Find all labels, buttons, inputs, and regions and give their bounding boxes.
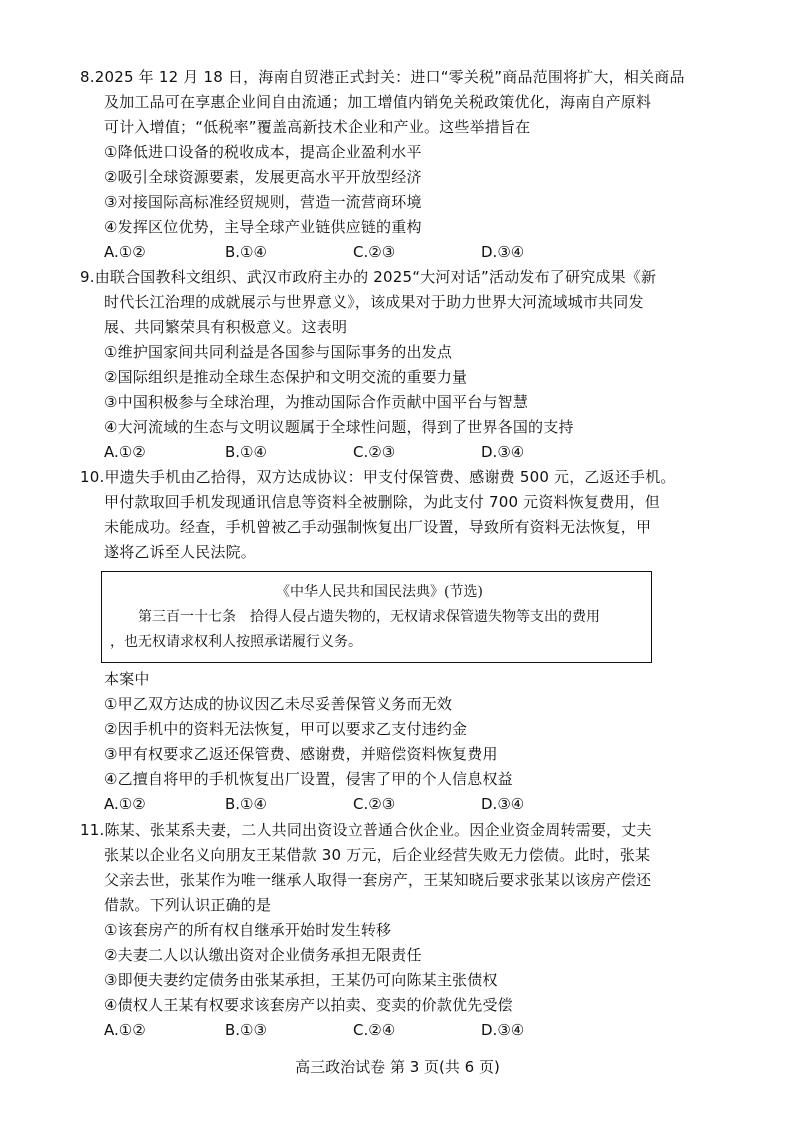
question-9-option: ③中国积极参与全球治理，为推动国际合作贡献中国平台与智慧 xyxy=(104,393,529,411)
choice-a: A.①② xyxy=(104,243,146,261)
question-11-option: ②夫妻二人以认缴出资对企业债务承担无限责任 xyxy=(104,946,422,964)
question-10-stem-line: 甲付款取回手机发现通讯信息等资料全被删除，为此支付 700 元资料恢复费用，但 xyxy=(104,493,660,511)
choice-d: D.③④ xyxy=(481,443,525,461)
choice-d: D.③④ xyxy=(481,795,525,813)
question-8-option: ④发挥区位优势，主导全球产业链供应链的重构 xyxy=(104,218,422,236)
choice-c: C.②③ xyxy=(353,443,396,461)
question-11-option: ④债权人王某有权要求该套房产以拍卖、变卖的价款优先受偿 xyxy=(104,996,513,1014)
question-8-stem-line: 8.2025 年 12 月 18 日，海南自贸港正式封关：进口“零关税”商品范围将扩大，相关商品 xyxy=(80,68,685,86)
question-10-stem-line: 遂将乙诉至人民法院。 xyxy=(104,543,257,561)
choice-c: C.②③ xyxy=(353,243,396,261)
choice-b: B.①③ xyxy=(225,1021,267,1039)
choice-c: C.②④ xyxy=(353,1021,396,1039)
excerpt-title: 《中华人民共和国民法典》(节选) xyxy=(276,584,483,600)
choice-d: D.③④ xyxy=(481,1021,525,1039)
question-10-option: ④乙擅自将甲的手机恢复出厂设置，侵害了甲的个人信息权益 xyxy=(104,770,513,788)
question-9-option: ①维护国家间共同利益是各国参与国际事务的出发点 xyxy=(104,343,453,361)
question-11-stem-line: 父亲去世，张某作为唯一继承人取得一套房产，王某知晓后要求张某以该房产偿还 xyxy=(104,871,652,889)
civil-code-excerpt-box xyxy=(101,571,652,663)
question-8-stem-line: 及加工品可在享惠企业间自由流通；加工增值内销免关税政策优化，海南自产原料 xyxy=(104,93,652,111)
question-10-stem: 本案中 xyxy=(104,670,150,688)
choice-a: A.①② xyxy=(104,443,146,461)
question-10-option: ③甲有权要求乙返还保管费、感谢费，并赔偿资料恢复费用 xyxy=(104,745,498,763)
question-9-option: ②国际组织是推动全球生态保护和文明交流的重要力量 xyxy=(104,368,468,386)
question-8-option: ①降低进口设备的税收成本，提高企业盈利水平 xyxy=(104,143,422,161)
question-10-stem-line: 10.甲遗失手机由乙拾得，双方达成协议：甲支付保管费、感谢费 500 元，乙返还手机。 xyxy=(80,468,676,486)
question-9-stem-line: 展、共同繁荣具有积极意义。这表明 xyxy=(104,318,348,336)
question-11-stem-line: 张某以企业名义向朋友王某借款 30 万元，后企业经营失败无力偿债。此时，张某 xyxy=(104,846,651,864)
question-8-stem-line: 可计入增值；“低税率”覆盖高新技术企业和产业。这些举措旨在 xyxy=(104,118,531,136)
question-8-option: ②吸引全球资源要素，发展更高水平开放型经济 xyxy=(104,168,422,186)
question-9-stem-line: 时代长江治理的成就展示与世界意义》，该成果对于助力世界大河流域城市共同发 xyxy=(104,293,644,311)
choice-b: B.①④ xyxy=(225,243,267,261)
page-footer: 高三政治试卷 第 3 页(共 6 页) xyxy=(295,1058,500,1076)
choice-a: A.①② xyxy=(104,795,146,813)
question-9-stem-line: 9.由联合国教科文组织、武汉市政府主办的 2025“大河对话”活动发布了研究成果《新 xyxy=(80,268,657,286)
question-11-stem-line: 11.陈某、张某系夫妻，二人共同出资设立普通合伙企业。因企业资金周转需要，丈夫 xyxy=(80,821,652,839)
question-11-option: ③即便夫妻约定债务由张某承担，王某仍可向陈某主张债权 xyxy=(104,971,498,989)
question-10-option: ①甲乙双方达成的协议因乙未尽妥善保管义务而无效 xyxy=(104,695,453,713)
choice-a: A.①② xyxy=(104,1021,146,1039)
choice-d: D.③④ xyxy=(481,243,525,261)
choice-b: B.①④ xyxy=(225,795,267,813)
excerpt-article-line: 第三百一十七条 拾得人侵占遗失物的，无权请求保管遗失物等支出的费用 xyxy=(138,609,600,625)
question-11-stem-line: 借款。下列认识正确的是 xyxy=(104,896,272,914)
excerpt-article-line: ，也无权请求权利人按照承诺履行义务。 xyxy=(110,634,362,650)
question-9-option: ④大河流域的生态与文明议题属于全球性问题，得到了世界各国的支持 xyxy=(104,418,574,436)
question-10-stem-line: 未能成功。经查，手机曾被乙手动强制恢复出厂设置，导致所有资料无法恢复，甲 xyxy=(104,518,652,536)
question-8-option: ③对接国际高标准经贸规则，营造一流营商环境 xyxy=(104,193,422,211)
choice-b: B.①④ xyxy=(225,443,267,461)
question-10-option: ②因手机中的资料无法恢复，甲可以要求乙支付违约金 xyxy=(104,720,468,738)
question-11-option: ①该套房产的所有权自继承开始时发生转移 xyxy=(104,921,392,939)
choice-c: C.②③ xyxy=(353,795,396,813)
